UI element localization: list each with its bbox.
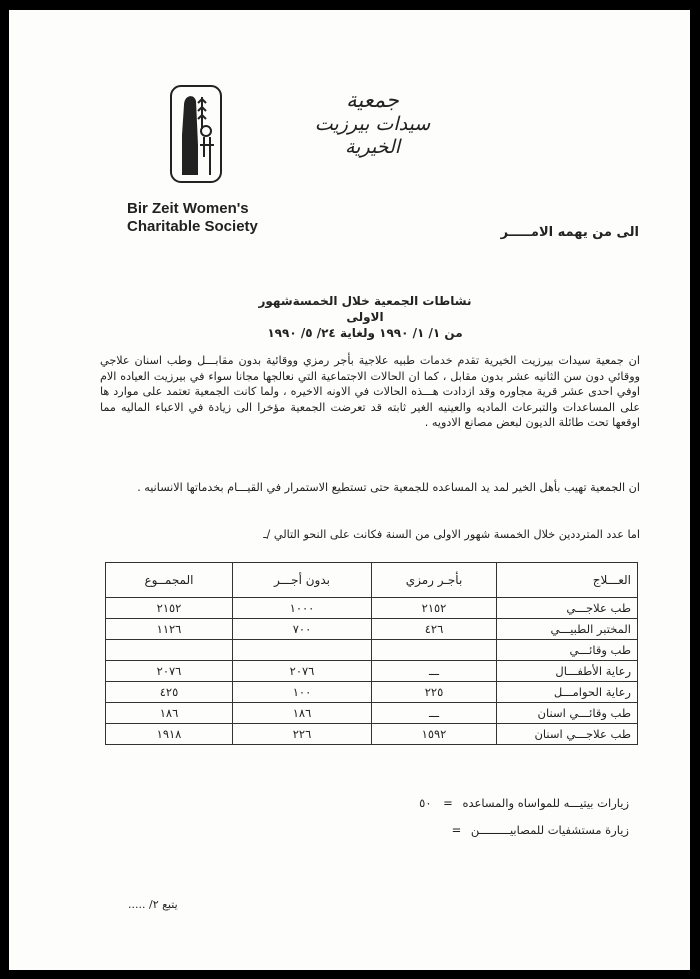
cell-total: ٤٢٥ — [106, 682, 233, 703]
header-nominal-fee: بأجـر رمزي — [372, 563, 497, 598]
equals-sign: = — [451, 823, 462, 837]
stat-label: زيارة مستشفيات للمصابيـــــــــن — [470, 823, 629, 837]
cell-free: ١٠٠ — [233, 682, 372, 703]
paragraph-table-intro: اما عدد المترددين خلال الخمسة شهور الاولى من السنة فكانت على النحو التالي /ـ — [263, 528, 640, 541]
table-row — [106, 661, 638, 682]
org-name-ar-line2: سيدات بيرزيت الخيرية — [314, 113, 431, 158]
cell-total: ١١٢٦ — [106, 619, 233, 640]
cell-nominal: ٢٢٥ — [372, 682, 497, 703]
table-row — [106, 598, 638, 619]
cell-nominal: ـــ — [372, 661, 497, 682]
cell-treatment: طب علاجـــي — [497, 598, 638, 619]
cell-free: ٢٠٧٦ — [233, 661, 372, 682]
header-treatment: العـــلاج — [497, 563, 638, 598]
org-name-english — [127, 200, 258, 236]
cell-treatment: رعاية الحوامـــل — [497, 682, 638, 703]
cell-total: ١٨٦ — [106, 703, 233, 724]
subject-line2: من ١/ ١/ ١٩٩٠ ولغاية ٢٤/ ٥/ ١٩٩٠ — [267, 326, 463, 340]
table-row — [106, 724, 638, 745]
society-logo — [170, 85, 222, 183]
addressee: الى من يهمه الامـــــر — [500, 225, 639, 240]
cell-treatment: طب وقائـــي — [497, 640, 638, 661]
header-total: المجمــوع — [106, 563, 233, 598]
cell-treatment: طب علاجـــي اسنان — [497, 724, 638, 745]
org-name-ar-line1: جمعية — [346, 88, 399, 112]
patients-table — [105, 562, 638, 745]
cell-free: ٧٠٠ — [233, 619, 372, 640]
subject-heading — [240, 293, 490, 341]
org-name-en-line2: Charitable Society — [127, 218, 258, 235]
table-row — [106, 703, 638, 724]
cell-treatment: المختبر الطبيـــي — [497, 619, 638, 640]
table-row — [106, 640, 638, 661]
cell-total: ٢١٥٢ — [106, 598, 233, 619]
cell-free: ١٨٦ — [233, 703, 372, 724]
cell-nominal: ـــ — [372, 703, 497, 724]
cell-free: ٢٢٦ — [233, 724, 372, 745]
continued-note: يتبع ٢/ ..... — [128, 898, 178, 911]
cell-nominal — [372, 640, 497, 661]
table-row — [106, 682, 638, 703]
stat-label: زيارات بيتيـــه للمواساه والمساعده — [462, 796, 629, 810]
header-free: بدون أجـــر — [233, 563, 372, 598]
cell-nominal: ٢١٥٢ — [372, 598, 497, 619]
cell-total: ١٩١٨ — [106, 724, 233, 745]
cell-free — [233, 640, 372, 661]
cell-total: ٢٠٧٦ — [106, 661, 233, 682]
org-name-en-line1: Bir Zeit Women's — [127, 200, 249, 217]
equals-sign: = — [443, 796, 453, 810]
cell-treatment: طب وقائـــي اسنان — [497, 703, 638, 724]
paragraph-intro: ان جمعية سيدات بيرزيت الخيرية تقدم خدمات طبيه علاجية بأجر رمزي ووقائية بدون مقابـــل وطب اسنان علاجي ووقائي دون سن الثانيه عشر بدون مقابل ، كما ان الحالات الاجتماعية التي نعالجها مجانا سواء في بيرزيت العياده الام اوفي احدى عشر قرية مجاوره وقد ازدادت هـــذه الحالات في الاونه الاخيره ، ولما كانت الجمعية تعتمد على موارد ها على المساعدات والتبرعات الماديه والعينيه الغير ثابته قد تعرضت الجمعية مؤخرا الى زيادة في الاعباء الماليه مما اوقعها تحت طائلة الديون لبعض مصانع الادويه . — [100, 354, 640, 429]
table-header-row — [106, 563, 638, 598]
cell-treatment: رعاية الأطفـــال — [497, 661, 638, 682]
cell-total — [106, 640, 233, 661]
cell-free: ١٠٠٠ — [233, 598, 372, 619]
stat-home-visits — [412, 790, 629, 817]
org-name-arabic — [285, 88, 460, 159]
stat-value: ٥٠ — [419, 796, 432, 810]
visits-summary — [412, 790, 629, 844]
subject-line1: نشاطات الجمعية خلال الخمسةشهور الاولى — [258, 294, 472, 324]
paragraph-appeal: ان الجمعية تهيب بأهل الخير لمد يد المساعده للجمعية حتى تستطيع الاستمرار في القيـــام بخدماتها الانسانيه . — [137, 481, 640, 494]
cell-nominal: ٤٢٦ — [372, 619, 497, 640]
stat-hospital-visits — [412, 817, 629, 844]
table-row — [106, 619, 638, 640]
cell-nominal: ١٥٩٢ — [372, 724, 497, 745]
